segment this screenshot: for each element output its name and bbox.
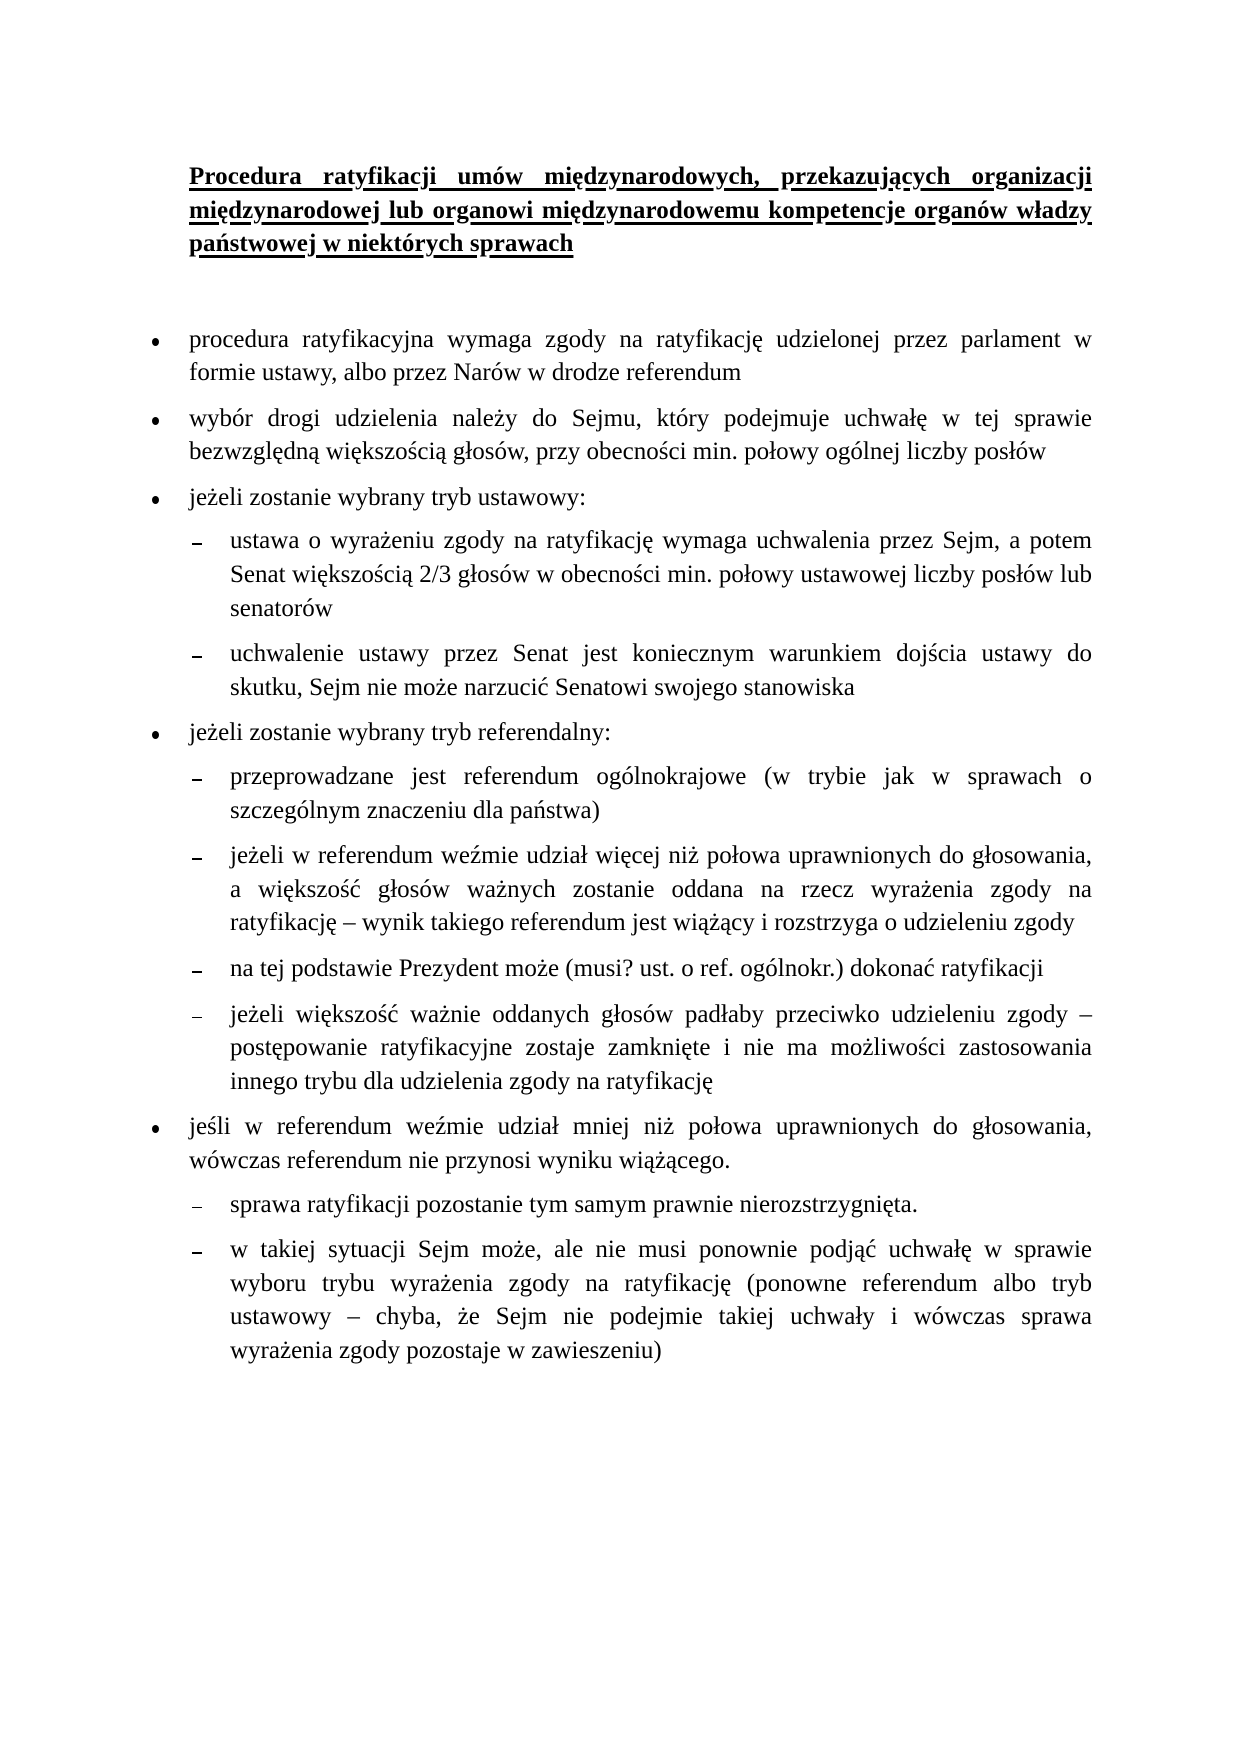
document-page [189, 160, 1092, 1380]
sub-list-item-text: przeprowadzane jest referendum ogólnokrajowe (w trybie jak w sprawach o szczególnym znaczeniu dla państwa) [230, 763, 1092, 824]
sub-list-item-text: na tej podstawie Prezydent może (musi? ust. o ref. ogólnokr.) dokonać ratyfikacji [230, 955, 1044, 982]
sub-list-item-text: jeżeli w referendum weźmie udział więcej niż połowa uprawnionych do głosowania, a większość głosów ważnych zostanie oddana na rzecz wyrażenia zgody na ratyfikację – wynik takiego referendum jest wiążący i rozstrzyga o udzieleniu zgody [230, 842, 1092, 937]
list-item [189, 481, 1092, 705]
sub-list-item [230, 839, 1092, 940]
list-item-text: procedura ratyfikacyjna wymaga zgody na ratyfikację udzielonej przez parlament w formie ustawy, albo przez Narów w drodze referendum [189, 325, 1092, 387]
sub-list-item-text: sprawa ratyfikacji pozostanie tym samym prawnie nierozstrzygnięta. [230, 1190, 918, 1218]
sub-list-item-text: ustawa o wyrażeniu zgody na ratyfikację wymaga uchwalenia przez Sejm, a potem Senat większością 2/3 głosów w obecności min. połowy ustawowej liczby posłów lub senatorów [230, 527, 1092, 622]
sub-list-item-text: w takiej sytuacji Sejm może, ale nie musi ponownie podjąć uchwałę w sprawie wyboru trybu wyrażenia zgody na ratyfikację (ponowne referendum albo tryb ustawowy – chyba, że Sejm nie podejmie takiej uchwały i wówczas sprawa wyrażenia zgody pozostaje w zawieszeniu) [230, 1236, 1092, 1364]
sub-list-item [230, 760, 1092, 827]
list-item-text: wybór drogi udzielenia należy do Sejmu, który podejmuje uchwałę w tej sprawie bezwzględną większością głosów, przy obecności min. połowy ogólnej liczby posłów [189, 404, 1092, 466]
sub-list-item-text: jeżeli większość ważnie oddanych głosów padłaby przeciwko udzieleniu zgody – postępowanie ratyfikacyjne zostaje zamknięte i nie ma możliwości zastosowania innego trybu dla udzielenia zgody na ratyfikację [230, 1000, 1092, 1095]
document-title: Procedura ratyfikacji umów międzynarodowych, przekazujących organizacji międzynarodowej lub organowi międzynarodowemu kompetencje organów władzy państwowej w niektórych sprawach [189, 163, 1092, 257]
sub-list [189, 1188, 1092, 1368]
sub-list-item [230, 637, 1092, 704]
list-item [189, 323, 1092, 390]
sub-list-item [230, 1188, 1092, 1222]
list-item [189, 716, 1092, 1098]
list-item-text: jeżeli zostanie wybrany tryb referendalny: [189, 719, 612, 747]
list-item [189, 402, 1092, 469]
list-item-text: jeśli w referendum weźmie udział mniej niż połowa uprawnionych do głosowania, wówczas referendum nie przynosi wyniku wiążącego. [189, 1113, 1092, 1174]
sub-list-item [230, 1233, 1092, 1367]
sub-list [189, 760, 1092, 1098]
sub-list [189, 524, 1092, 704]
list-item [189, 1110, 1092, 1367]
list-item-text: jeżeli zostanie wybrany tryb ustawowy: [189, 483, 587, 511]
sub-list-item [230, 998, 1092, 1099]
sub-list-item [230, 952, 1092, 986]
sub-list-item-text: uchwalenie ustawy przez Senat jest koniecznym warunkiem dojścia ustawy do skutku, Sejm nie może narzucić Senatowi swojego stanowiska [230, 640, 1092, 701]
main-list [189, 323, 1092, 1368]
sub-list-item [230, 524, 1092, 625]
